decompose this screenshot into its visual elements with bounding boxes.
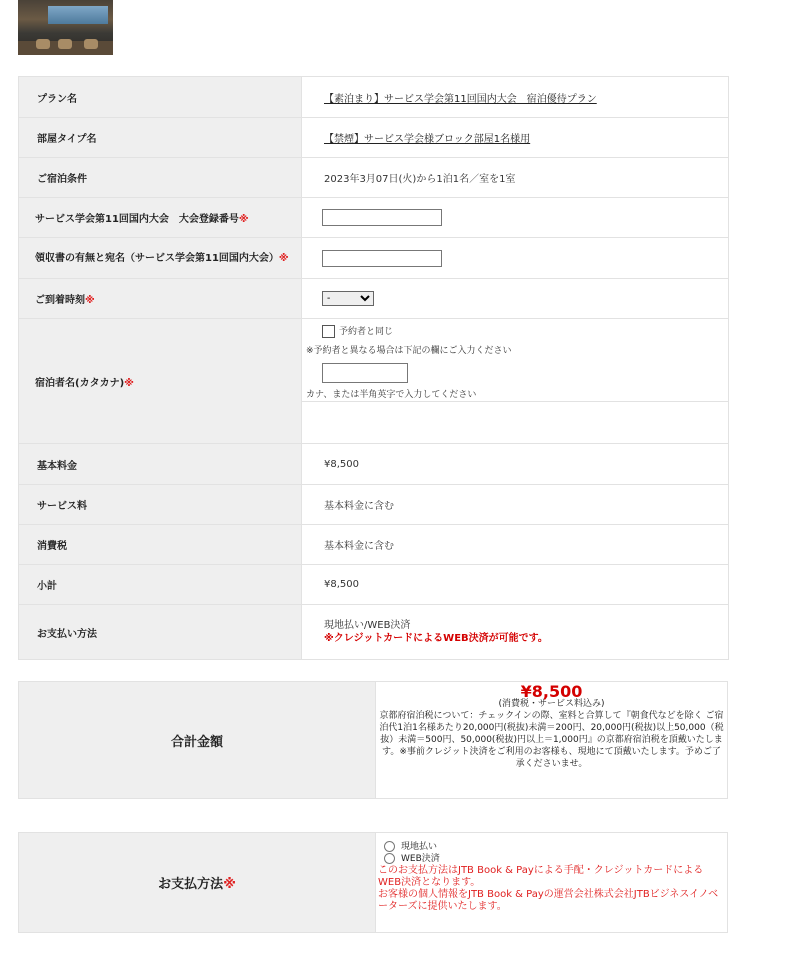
reservation-form-table	[18, 76, 729, 660]
pay-onsite-label: 現地払い	[401, 842, 438, 852]
conditions-value: 2023年3月07日(火)から1泊1名／室を1室	[302, 158, 729, 198]
credit-card-note: ※クレジットカードによるWEB決済が可能です。	[324, 633, 548, 644]
service-fee-value: 基本料金に含む	[302, 485, 729, 525]
payment-label: お支払方法	[158, 877, 224, 892]
total-label: 合計金額	[19, 682, 376, 799]
plan-link[interactable]: 【素泊まり】サービス学会第11回国内大会 宿泊優待プラン	[324, 93, 597, 105]
payment-note-privacy: お客様の個人情報をJTB Book & Payの運営会社株式会社JTBビジネスイノベーターズに提供いたします。	[378, 889, 719, 912]
arrival-label: ご到着時刻	[35, 295, 85, 306]
lodging-tax-note: 京都府宿泊税について：チェックインの際、室料と合算して『朝食代などを除く ご宿泊代1泊1名様あたり20,000円(税抜)未満＝200円、20,000円(税抜)以上50,000（税抜）未満＝500円、50,000(税抜)円以上＝1,000円』の京都府宿泊税を頂戴いたします。※事前クレジット決済をご利用のお客様も、現地にて頂戴いたします。予めご了承くださいませ。	[379, 711, 724, 769]
required-mark: ※	[278, 252, 289, 264]
total-amount: ¥8,500	[520, 682, 583, 701]
row-registration	[19, 198, 729, 238]
pay-web-radio[interactable]	[384, 853, 395, 864]
row-plan	[19, 77, 729, 118]
row-service-fee	[19, 485, 729, 525]
row-receipt	[19, 238, 729, 279]
plan-label: プラン名	[19, 77, 302, 118]
required-mark: ※	[124, 377, 134, 389]
tax-label: 消費税	[19, 525, 302, 565]
room-link[interactable]: 【禁煙】サービス学会様ブロック部屋1名様用	[324, 134, 531, 145]
guest-name-label: 宿泊者名(カタカナ)	[35, 377, 125, 389]
row-subtotal	[19, 565, 729, 605]
payment-method-label: お支払い方法	[19, 605, 302, 660]
receipt-name-input[interactable]	[322, 250, 442, 267]
row-tax	[19, 525, 729, 565]
kana-note: カナ、または半角英字で入力してください	[306, 390, 477, 400]
row-arrival	[19, 279, 729, 319]
guest-name-note: ※予約者と異なる場合は下記の欄にご入力ください	[306, 346, 512, 356]
required-mark: ※	[238, 214, 249, 225]
same-as-booker-label: 予約者と同じ	[339, 327, 394, 337]
arrival-time-select[interactable]	[322, 291, 374, 306]
hotel-lounge-photo	[18, 0, 113, 55]
pay-onsite-radio[interactable]	[384, 841, 395, 852]
room-label: 部屋タイプ名	[19, 118, 302, 158]
row-base-fee	[19, 444, 729, 485]
conditions-label: ご宿泊条件	[19, 158, 302, 198]
total-tax-note: (消費税・サービス料込み)	[498, 699, 605, 709]
required-mark: ※	[85, 295, 95, 306]
payment-method-value: 現地払い/WEB決済	[324, 620, 411, 631]
pay-web-label: WEB決済	[401, 854, 440, 864]
payment-note-jtb: このお支払方法はJTB Book & Payによる手配・クレジットカードによるWEB決済となります。	[378, 865, 704, 888]
row-conditions	[19, 158, 729, 198]
receipt-label: 領収書の有無と宛名（サービス学会第11回国内大会）	[35, 252, 279, 264]
registration-label: サービス学会第11回国内大会 大会登録番号	[35, 214, 239, 225]
row-guest-name	[19, 319, 729, 444]
subtotal-label: 小計	[19, 565, 302, 605]
required-mark: ※	[223, 877, 236, 892]
registration-number-input[interactable]	[322, 209, 442, 226]
same-as-booker-checkbox[interactable]	[322, 325, 335, 338]
tax-value: 基本料金に含む	[302, 525, 729, 565]
total-table	[18, 681, 728, 799]
base-fee-label: 基本料金	[19, 444, 302, 485]
subtotal-value: ¥8,500	[302, 565, 729, 605]
row-payment-method	[19, 605, 729, 660]
payment-table	[18, 832, 728, 933]
service-fee-label: サービス料	[19, 485, 302, 525]
base-fee-value: ¥8,500	[302, 444, 729, 485]
row-room	[19, 118, 729, 158]
guest-name-input[interactable]	[322, 363, 408, 383]
